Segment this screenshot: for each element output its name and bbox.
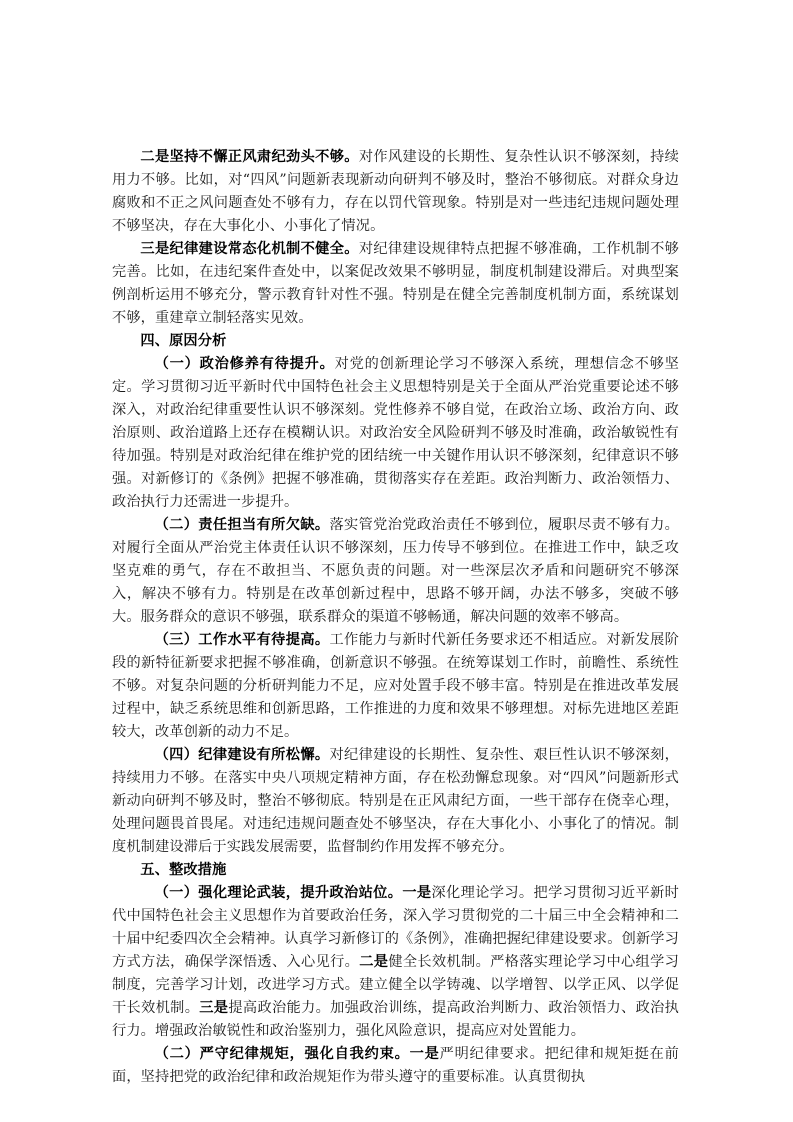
paragraph-text: 对党的创新理论学习不够深入系统，理想信念不够坚定。学习贯彻习近平新时代中国特色社会主义思想特别是关于全面从严治党重要论述不够深入，对政治纪律重要性认识不够深刻。党性修养不够自觉，在政治立场、政治方向、政治原则、政治道路上还存在模糊认识。对政治安全风险研判不够及时准确，政治敏锐性有待加强。特别是对政治纪律在维护党的团结统一中关键作用认识不够深刻，纪律意识不够强。对新修订的《条例》把握不够准确，贯彻落实存在差距。政治判断力、政治领悟力、政治执行力还需进一步提升。 bbox=[112, 356, 679, 510]
paragraph-problem-2 bbox=[112, 146, 679, 238]
paragraph-lead: （四）纪律建设有所松懈。 bbox=[154, 747, 330, 763]
paragraph-text: 深化理论学习。把学习贯彻习近平新时代中国特色社会主义思想作为首要政治任务，深入学习贯彻党的二十届三中全会精神和二十届中纪委四次全会精神。认真学习新修订的《条例》，准确把握纪律建设要求。创新学习方式方法，确保学深悟透、入心见行。 bbox=[112, 885, 679, 970]
paragraph-cause-1 bbox=[112, 353, 679, 514]
paragraph-text: 健全长效机制。严格落实理论学习中心组学习制度，完善学习计划，改进学习方式。建立健全以学铸魂、以学增智、以学正风、以学促干长效机制。 bbox=[112, 954, 679, 1016]
paragraph-lead: 二是坚持不懈正风肃纪劲头不够。 bbox=[140, 149, 359, 165]
section-heading-cause-analysis: 四、原因分析 bbox=[140, 333, 227, 349]
section-heading-rectification-measures: 五、整改措施 bbox=[140, 862, 227, 878]
paragraph-cause-2 bbox=[112, 514, 679, 629]
paragraph-lead: （一）政治修养有待提升。 bbox=[154, 356, 335, 372]
paragraph-lead: （二）责任担当有所欠缺。 bbox=[154, 517, 330, 533]
paragraph-lead: （二）严守纪律规矩，强化自我约束。 bbox=[154, 1046, 410, 1062]
paragraph-cause-4 bbox=[112, 744, 679, 859]
paragraph-lead: （一）强化理论武装，提升政治站位。 bbox=[154, 885, 403, 901]
paragraph-text: 对作风建设的长期性、复杂性认识不够深刻，持续用力不够。比如，对“四风”问题新表现新动向研判不够及时，整治不够彻底。对群众身边腐败和不正之风问题查处不够有力，存在以罚代管现象。特别是对一些违纪违规问题处理不够坚决，存在大事化小、小事化了情况。 bbox=[112, 149, 679, 234]
paragraph-text: 提高政治能力。加强政治训练，提高政治判断力、政治领悟力、政治执行力。增强政治敏锐性和政治鉴别力，强化风险意识，提高应对处置能力。 bbox=[112, 1000, 679, 1039]
paragraph-lead: 三是纪律建设常态化机制不健全。 bbox=[140, 241, 359, 257]
item-marker: 三是 bbox=[199, 1000, 229, 1016]
item-marker: 一是 bbox=[409, 1046, 440, 1062]
item-marker: 一是 bbox=[402, 885, 432, 901]
paragraph-text: 对纪律建设规律特点把握不够准确，工作机制不够完善。比如，在违纪案件查处中，以案促改效果不够明显，制度机制建设滞后。对典型案例剖析运用不够充分，警示教育针对性不强。特别是在健全完善制度机制方面，系统谋划不够，重建章立制轻落实见效。 bbox=[112, 241, 679, 326]
paragraph-problem-3 bbox=[112, 238, 679, 330]
paragraph-text: 严明纪律要求。把纪律和规矩挺在前面，坚持把党的政治纪律和政治规矩作为带头遵守的重要标准。认真贯彻执 bbox=[112, 1046, 679, 1085]
document-body bbox=[112, 146, 679, 1089]
paragraph-lead: （三）工作水平有待提高。 bbox=[154, 632, 330, 648]
paragraph-text: 对纪律建设的长期性、复杂性、艰巨性认识不够深刻，持续用力不够。在落实中央八项规定精神方面，存在松劲懈怠现象。对“四风”问题新形式新动向研判不够及时，整治不够彻底。特别是在正风肃纪方面，一些干部存在侥幸心理，处理问题畏首畏尾。对违纪违规问题查处不够坚决，存在大事化小、小事化了的情况。制度机制建设滞后于实践发展需要，监督制约作用发挥不够充分。 bbox=[112, 747, 679, 855]
item-marker: 二是 bbox=[359, 954, 389, 970]
paragraph-text: 工作能力与新时代新任务要求还不相适应。对新发展阶段的新特征新要求把握不够准确，创新意识不够强。在统筹谋划工作时，前瞻性、系统性不够。对复杂问题的分析研判能力不足，应对处置手段不够丰富。特别是在推进改革发展过程中，缺乏系统思维和创新思路，工作推进的力度和效果不够理想。对标先进地区差距较大，改革创新的动力不足。 bbox=[112, 632, 679, 740]
paragraph-text: 落实管党治党政治责任不够到位，履职尽责不够有力。对履行全面从严治党主体责任认识不够深刻，压力传导不够到位。在推进工作中，缺乏攻坚克难的勇气，存在不敢担当、不愿负责的问题。对一些深层次矛盾和问题研究不够深入，解决不够有力。特别是在改革创新过程中，思路不够开阔，办法不够多，突破不够大。服务群众的意识不够强，联系群众的渠道不够畅通，解决问题的效率不够高。 bbox=[112, 517, 679, 625]
paragraph-measure-2 bbox=[112, 1043, 679, 1089]
paragraph-measure-1 bbox=[112, 882, 679, 1043]
paragraph-cause-3 bbox=[112, 629, 679, 744]
